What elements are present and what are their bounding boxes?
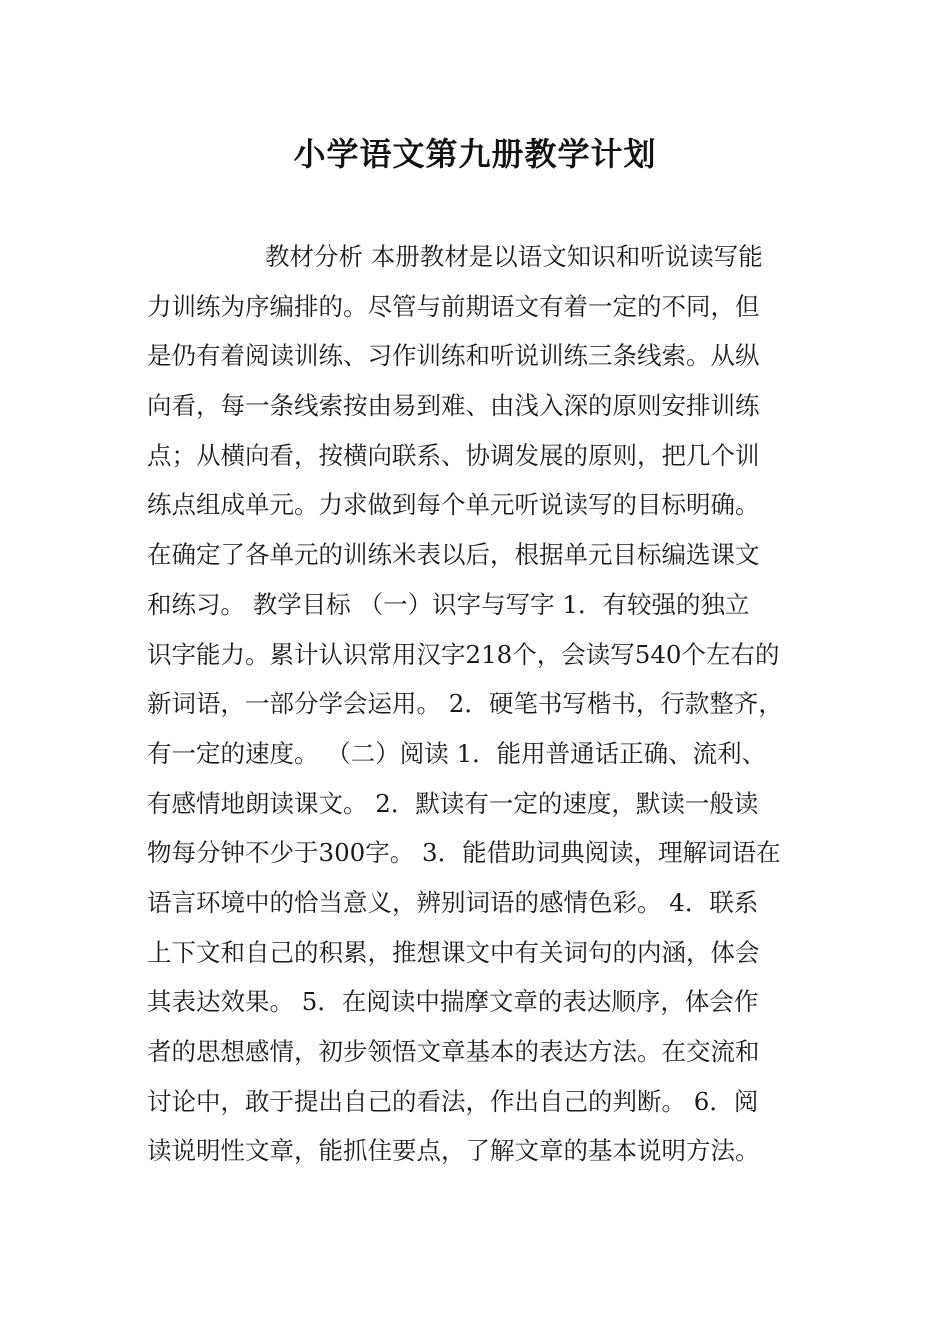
body-line: 向看，每一条线索按由易到难、由浅入深的原则安排训练 [147, 391, 760, 421]
document-body [147, 232, 807, 1176]
body-line: 者的思想感情，初步领悟文章基本的表达方法。在交流和 [147, 1037, 760, 1066]
body-line: 有一定的速度。 （二）阅读 1．能用普通话正确、流利、 [147, 738, 767, 768]
document-title: 小学语文第九册教学计划 [293, 135, 657, 173]
body-line: 物每分钟不少于300字。 3．能借助词典阅读，理解词语在 [147, 838, 781, 868]
body-line: 其表达效果。 5．在阅读中揣摩文章的表达顺序，体会作 [147, 987, 759, 1017]
body-line: 读说明性文章，能抓住要点，了解文章的基本说明方法。 [147, 1136, 760, 1166]
body-line: 语言环境中的恰当意义，辨别词语的感情色彩。 4．联系 [147, 887, 759, 917]
body-line: 教材分析 本册教材是以语文知识和听说读写能 [265, 242, 763, 271]
body-line: 点；从横向看，按横向联系、协调发展的原则，把几个训 [147, 440, 760, 470]
body-line: 有感情地朗读课文。 2．默读有一定的速度，默读一般读 [147, 788, 759, 818]
body-line: 练点组成单元。力求做到每个单元听说读写的目标明确。 [147, 490, 760, 520]
body-line: 力训练为序编排的。尽管与前期语文有着一定的不同，但 [147, 291, 760, 321]
body-line: 识字能力。累计认识常用汉字218个，会读写540个左右的 [147, 639, 780, 669]
body-line: 新词语，一部分学会运用。 2．硬笔书写楷书，行款整齐， [147, 689, 783, 719]
body-line: 和练习。 教学目标 （一）识字与写字 1．有较强的独立 [147, 589, 750, 619]
body-line: 讨论中，敢于提出自己的看法，作出自己的判断。 6．阅 [147, 1086, 759, 1116]
body-line: 在确定了各单元的训练米表以后，根据单元目标编选课文 [147, 540, 760, 570]
body-line: 上下文和自己的积累，推想课文中有关词句的内涵，体会 [147, 937, 760, 967]
body-line: 是仍有着阅读训练、习作训练和听说训练三条线索。从纵 [147, 341, 760, 371]
